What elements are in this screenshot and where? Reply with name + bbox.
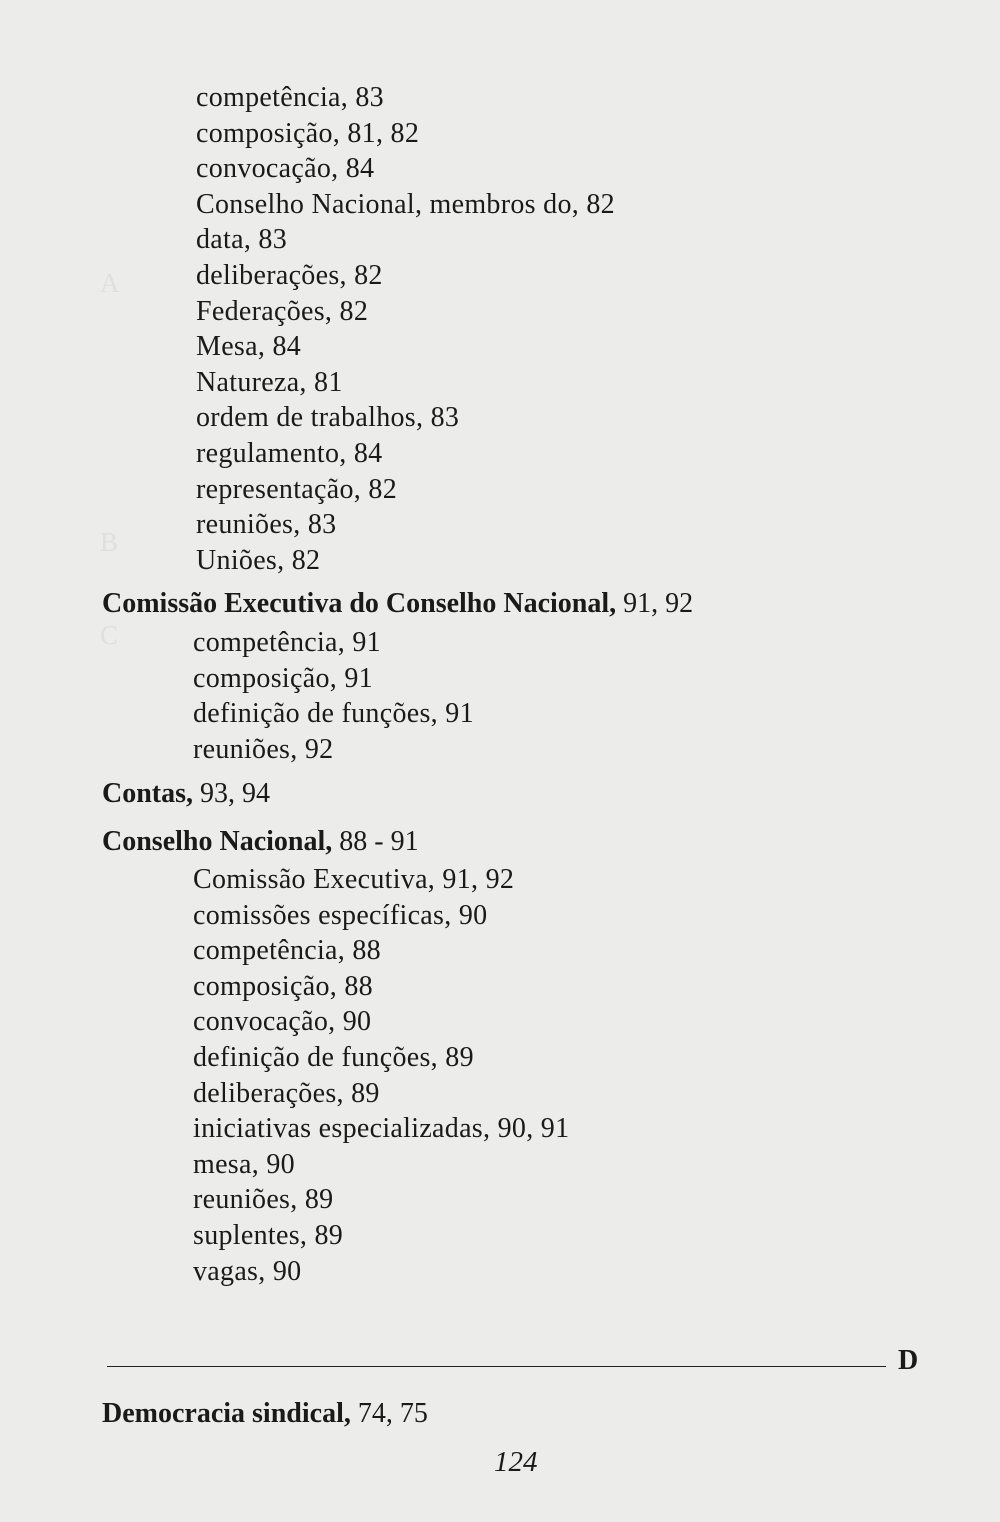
subentry: reuniões, 92: [193, 733, 334, 765]
subentry: vagas, 90: [193, 1255, 302, 1287]
subentry: iniciativas especializadas, 90, 91: [193, 1113, 570, 1145]
subentry: competência, 83: [196, 82, 384, 113]
subentry: comissões específicas, 90: [193, 899, 488, 931]
index-entry: [102, 778, 270, 810]
index-entry: [102, 1398, 428, 1430]
entry-pages: 91, 92: [616, 588, 694, 619]
page-number: 124: [494, 1446, 538, 1478]
entry-term: Comissão Executiva do Conselho Nacional,: [102, 588, 617, 619]
subentry: composição, 91: [193, 662, 373, 694]
entry-pages: 88 - 91: [332, 826, 419, 857]
subentry: Mesa, 84: [196, 331, 302, 363]
entry-pages: 74, 75: [350, 1398, 428, 1429]
subentry: reuniões, 89: [193, 1184, 334, 1216]
subentry: data, 83: [196, 224, 288, 256]
subentry: suplentes, 89: [193, 1219, 344, 1251]
subentry: convocação, 90: [193, 1006, 372, 1038]
subentry: deliberações, 89: [193, 1077, 380, 1109]
subentry: mesa, 90: [193, 1148, 295, 1180]
show-through-mark: B: [100, 527, 119, 557]
show-through-mark: A: [100, 268, 120, 298]
subentry: Federações, 82: [196, 295, 369, 327]
entry-term: Democracia sindical,: [102, 1398, 351, 1429]
subentry: convocação, 84: [196, 153, 375, 185]
subentry: deliberações, 82: [196, 259, 383, 291]
subentry: Comissão Executiva, 91, 92: [193, 864, 515, 895]
subentry: representação, 82: [196, 473, 397, 505]
subentry: composição, 88: [193, 970, 373, 1002]
subentry: reuniões, 83: [196, 509, 337, 541]
subentry: competência, 91: [193, 627, 381, 658]
subentry: composição, 81, 82: [196, 117, 420, 149]
section-letter: D: [898, 1345, 919, 1376]
continued-subentries: [196, 80, 615, 578]
subentry: Conselho Nacional, membros do, 82: [196, 188, 615, 220]
subentry: definição de funções, 89: [193, 1041, 474, 1073]
subentry: Uniões, 82: [196, 544, 321, 576]
subentry: Natureza, 81: [196, 366, 343, 398]
entry-term: Conselho Nacional,: [102, 826, 333, 857]
entry-term: Contas,: [102, 778, 194, 809]
entry-subentries: [193, 862, 569, 1289]
subentry: definição de funções, 91: [193, 698, 474, 730]
index-entry: [102, 826, 419, 858]
entry-subentries: [193, 625, 474, 767]
entry-pages: 93, 94: [193, 778, 271, 809]
show-through-mark: C: [100, 620, 119, 650]
subentry: regulamento, 84: [196, 437, 383, 469]
index-entry: [102, 588, 693, 620]
section-divider: [107, 1366, 886, 1367]
subentry: competência, 88: [193, 935, 381, 967]
subentry: ordem de trabalhos, 83: [196, 402, 460, 434]
